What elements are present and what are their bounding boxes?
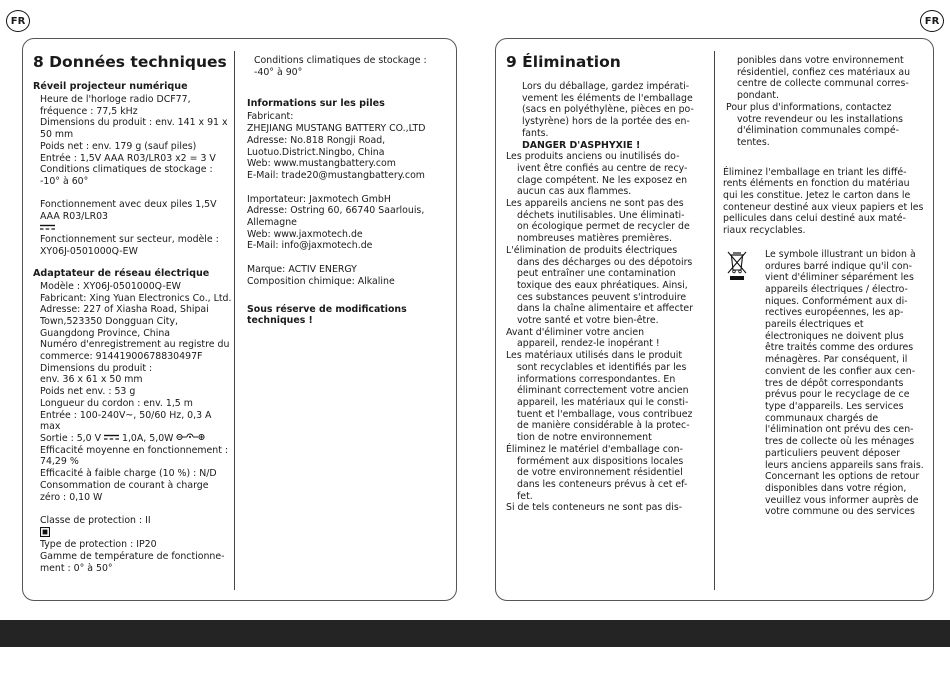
brand-info: Marque: ACTIV ENERGY Composition chimique: Alkaline (247, 264, 395, 287)
dc-symbol-icon (104, 434, 119, 441)
importer-info: Importateur: Jaxmotech GmbH Adresse: Ostring 60, 66740 Saarlouis, Allemagne Web: www.jaxmotech.de E-Mail: info@jaxmotech.de (247, 193, 425, 252)
technical-data-panel (22, 38, 457, 601)
disposal-item: Si de tels conteneurs ne sont pas dis- (506, 502, 683, 514)
projector-clock-heading: Réveil projecteur numérique (33, 81, 188, 92)
language-badge-left: FR (6, 10, 30, 32)
section-title-technical-data: 8 Données techniques (33, 53, 227, 71)
spec-line: Conditions climatiques de stockage : -10° à 60° (40, 164, 213, 187)
column-divider (714, 51, 715, 590)
column-divider (234, 51, 235, 590)
disposal-column-continued (723, 55, 928, 518)
spec-line: Modèle : XY06J-0501000Q-EW (40, 280, 181, 292)
spec-text: Classe de protection : II (40, 514, 151, 526)
spec-line: Dimensions du produit : env. 141 x 91 x 50 mm (40, 117, 228, 141)
spec-line: Numéro d'enregistrement au registre du commerce: 91441900678830497F (40, 339, 230, 363)
disposal-item: L'élimination de produits électriques dans des décharges ou des dépotoirs peut entraîner une contamination toxique des eaux phréatiques. Ainsi, ces substances peuvent s'introduire dans la chaîne alimentaire et affecter votre santé et votre bien-être. (506, 244, 694, 327)
power-adapter-heading: Adaptateur de réseau électrique (33, 267, 210, 279)
weee-text: Le symbole illustrant un bidon à ordures barré indique qu'il con- vient d'éliminer séparément les appareils électriques / électro- niques. Conformément aux di- rectives européennes, les ap- pareils électriques et électroniques ne doivent plus être traités comme des ordures ménagères. Par conséquent, il convient de les confier aux cen- tres de dépôt correspondants prévus pour le recyclage de ce type d'appareils. Les services communaux chargés de l'élimination ont prévu des cen- tres de collecte où les ménages particuliers peuvent déposer leurs anciens appareils sans frais. Concernant les options de retour disponibles dans votre région, veuillez vous informer auprès de votre commune ou des services (765, 248, 924, 518)
spec-line-protection-class (33, 503, 233, 539)
disposal-continuation: ponibles dans votre environnement résidentiel, confiez ces matériaux au centre de collecte communal corres- pondant. (737, 55, 911, 102)
battery-manufacturer: Fabricant: ZHEJIANG MUSTANG BATTERY CO.,LTD Adresse: No.818 Rongji Road, Luotuo.District.Ningbo, China Web: www.mustangbattery.com E-Mail: trade20@mustangbattery.com (247, 111, 426, 181)
disposal-item: Les matériaux utilisés dans le produit sont recyclables et identifiés par les informations correspondantes. En éliminant correctement votre ancien appareil, les matériaux qui le consti- tuent et l'emballage, vous contribuez de manière considérable à la protec- tion de notre environnement (506, 350, 693, 444)
danger-warning: DANGER D'ASPHYXIE ! (522, 139, 641, 151)
packaging-disposal-text: Éliminez l'emballage en triant les diffé- rents éléments en fonction du matériau qui les constitue. Jetez le carton dans le conteneur destiné aux vieux papiers et les pellicules dans celui destiné aux maté- riaux recyclables. (723, 166, 924, 237)
disposal-item: Éliminez le matériel d'emballage con- formément aux dispositions locales de votre environnement résidentiel dans les conteneurs prévus à cet ef- fet. (506, 443, 688, 502)
output-label: Sortie : 5,0 V (40, 432, 102, 444)
crossed-bin-icon (727, 251, 747, 281)
output-value: 1,0A, 5,0W (121, 432, 174, 444)
spec-line: Efficacité moyenne en fonctionnement : 74,29 % (40, 444, 229, 468)
spec-line: Fabricant: Xing Yuan Electronics Co., Ltd. Adresse: 227 of Xiasha Road, Shipai Town,523350 Dongguan City, Guangdong Province, China (40, 292, 232, 339)
language-badge-right: FR (920, 10, 944, 32)
section-title-disposal: 9 Élimination (506, 53, 621, 71)
storage-conditions: Conditions climatiques de stockage : -40° à 90° (254, 55, 427, 78)
polarity-icon (176, 433, 206, 441)
more-info-text: Pour plus d'informations, contactez votre revendeur ou les installations d'élimination communales compé- tentes. (726, 101, 904, 148)
spec-line: Poids net : env. 179 g (sauf piles) (40, 140, 197, 152)
bottom-band (0, 620, 950, 647)
disposal-panel (495, 38, 934, 601)
double-insulation-icon (40, 527, 50, 537)
disposal-intro: Lors du déballage, gardez impérati- vement les éléments de l'emballage (sacs en polyéthylène, pièces en po- lystyrène) hors de la portée des en- fants. (522, 81, 694, 139)
spec-line: Gamme de température de fonctionne- ment : 0° à 50° (40, 551, 225, 574)
disposal-item: Les produits anciens ou inutilisés do- ivent être confiés au centre de recy- clage compétent. Ne les exposez en aucun cas aux flammes. (506, 151, 688, 198)
spec-line: Dimensions du produit : env. 36 x 61 x 50 mm (40, 362, 153, 386)
spec-line: Efficacité à faible charge (10 %) : N/D (40, 468, 217, 480)
spec-line: Entrée : 100-240V~, 50/60 Hz, 0,3 A max (40, 409, 212, 433)
disposal-item: Les appareils anciens ne sont pas des déchets inutilisables. Une éliminati- on écologique permet de recycler de nombreuses matières premières. (506, 198, 690, 245)
spec-line: Type de protection : IP20 (40, 539, 157, 551)
technical-reserve-note: Sous réserve de modifications techniques ! (247, 303, 407, 327)
spec-line: Fonctionnement sur secteur, modèle : XY06J-0501000Q-EW (40, 234, 219, 258)
weee-notice (723, 249, 928, 518)
spec-line-dc-battery (33, 188, 233, 235)
battery-info-heading: Informations sur les piles (247, 98, 385, 110)
spec-line: Entrée : 1,5V AAA R03/LR03 x2 = 3 V (40, 152, 216, 164)
disposal-column (506, 53, 711, 514)
spec-line: Poids net env. : 53 g (40, 386, 136, 398)
spec-line: Consommation de courant à charge zéro : 0,10 W (40, 479, 209, 503)
spec-line: Longueur du cordon : env. 1,5 m (40, 397, 193, 409)
spec-line-output (33, 433, 233, 445)
battery-info-column (247, 55, 452, 327)
spec-line: Heure de l'horloge radio DCF77, fréquence : 77,5 kHz (40, 94, 191, 117)
disposal-item: Avant d'éliminer votre ancien appareil, rendez-le inopérant ! (506, 326, 660, 350)
spec-text: Fonctionnement avec deux piles 1,5V AAA R03/LR03 (40, 199, 217, 223)
technical-data-column (33, 53, 233, 574)
dc-symbol-icon (40, 224, 55, 231)
